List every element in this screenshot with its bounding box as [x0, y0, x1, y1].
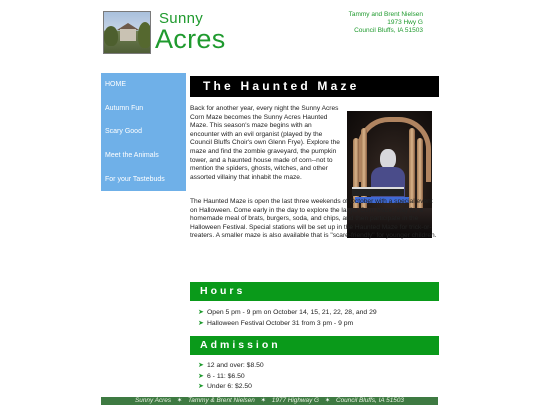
hours-item-1: Open 5 pm - 9 pm on October 14, 15, 21, 22, 28, and 29: [207, 309, 377, 316]
footer-bar: [101, 397, 438, 405]
arrow-bullet-icon: ➤: [198, 362, 204, 369]
arrow-bullet-icon: ➤: [198, 309, 204, 316]
organ-pipe: [361, 128, 367, 208]
site-name-bottom[interactable]: Acres: [155, 24, 226, 54]
arrow-bullet-icon: ➤: [198, 372, 204, 380]
logo-photo: [103, 11, 151, 54]
logo-tree-left: [104, 26, 118, 46]
admission-heading: Admission: [190, 336, 439, 355]
star-separator-icon: ✶: [260, 397, 266, 404]
hours-item-2: Halloween Festival October 31 from 3 pm - 9 pm: [207, 319, 354, 327]
organ-pipe: [409, 128, 415, 208]
sidebar-item-scary-good[interactable]: Scary Good: [105, 128, 142, 135]
hours-list: [198, 308, 377, 329]
details-paragraph: The Haunted Maze is open the last three weekends of October with a special event on Halloween. Come early in the day to explore the larger Corn Maze, stay for a homemade meal of brats, burgers, soda, and chips, and then participate in the Halloween Festival. Special stations will be set up in the Haunted Maze for trick-or-treaters. A smaller maze is also available that is "scare-friendly" for younger children.: [190, 198, 437, 240]
address-line-1: Tammy and Brent Nielsen: [348, 11, 423, 18]
intro-paragraph: Back for another year, every night the Sunny Acres Corn Maze becomes the Sunny Acres Haunted Maze. This season's maze begins with an encounter with an evil organist (played by the Council Bluffs Choir's own Glenn Frye). Explore the maze and find the zombie graveyard, the pumpkin tower, and a haunted house made of corn--not to mention the spiders, ghosts, witches, and other assorted villainy that inhabit the maze.: [190, 105, 340, 181]
hours-heading: Hours: [190, 282, 439, 301]
list-item: [198, 308, 377, 319]
sidebar-item-meet-the-animals[interactable]: Meet the Animals: [105, 152, 159, 159]
footer-owners: Tammy & Brent Nielsen: [187, 397, 255, 404]
footer-site-name: Sunny Acres: [135, 397, 172, 404]
site-name-top[interactable]: Sunny: [159, 10, 204, 27]
header-address: [349, 11, 423, 35]
admission-list: [198, 361, 264, 393]
page-title: The Haunted Maze: [190, 76, 439, 97]
logo-tree-right: [138, 22, 151, 48]
address-line-3: Council Bluffs, IA 51503: [354, 27, 423, 34]
admission-item-1: 12 and over: $8.50: [207, 362, 264, 369]
list-item: [198, 382, 264, 393]
organist-face: [380, 149, 396, 169]
star-separator-icon: ✶: [324, 397, 331, 404]
footer-city: Council Bluffs, IA 51503: [335, 397, 404, 404]
list-item: [198, 361, 264, 372]
arrow-bullet-icon: ➤: [198, 319, 204, 327]
admission-item-3: Under 6: $2.50: [207, 383, 252, 391]
star-separator-icon: ✶: [176, 397, 183, 404]
admission-item-2: 6 - 11: $6.50: [207, 372, 245, 380]
organ-keyboard: [352, 187, 404, 196]
list-item: [198, 372, 264, 383]
sidebar-nav: [101, 73, 186, 191]
list-item: [198, 319, 377, 330]
arrow-bullet-icon: ➤: [198, 383, 204, 391]
sidebar-item-tastebuds[interactable]: For your Tastebuds: [105, 176, 165, 183]
sidebar-item-home[interactable]: HOME: [105, 81, 126, 88]
logo-barn: [120, 29, 136, 41]
sidebar-item-autumn-fun[interactable]: Autumn Fun: [105, 105, 144, 112]
address-line-2: 1973 Hwy G: [387, 19, 423, 26]
footer-street: 1977 Highway G: [271, 397, 320, 404]
